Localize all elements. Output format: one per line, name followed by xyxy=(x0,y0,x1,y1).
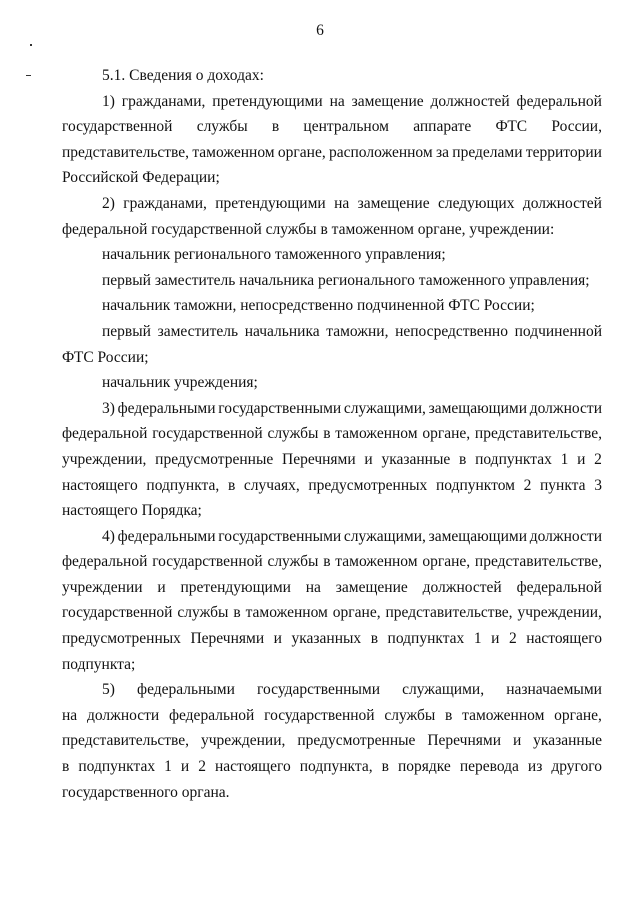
word: должности xyxy=(529,399,602,417)
word: из xyxy=(527,758,543,776)
word: федеральными xyxy=(137,681,235,699)
word: 1) xyxy=(102,92,115,110)
word: должностей xyxy=(422,578,502,596)
text-line xyxy=(62,703,602,729)
word: настоящего xyxy=(62,476,138,494)
word: службы xyxy=(384,706,436,724)
word: непосредственно xyxy=(395,322,508,340)
word: в xyxy=(233,604,241,622)
word: указанные xyxy=(533,732,602,750)
text-line xyxy=(62,626,602,652)
word: 4) xyxy=(102,527,115,545)
word: представительстве, xyxy=(62,143,190,161)
word: пункта xyxy=(540,476,586,494)
word: федеральными xyxy=(117,399,216,417)
text-line xyxy=(62,191,602,217)
word: расположенном xyxy=(329,143,433,161)
word: на xyxy=(305,578,321,596)
word: федеральной xyxy=(168,706,255,724)
word: замещение xyxy=(351,92,424,110)
word: государственными xyxy=(218,527,342,545)
word: государственной xyxy=(62,118,173,136)
word: подпункта, xyxy=(146,476,220,494)
word: аппарате xyxy=(413,118,472,136)
text-line xyxy=(62,319,602,345)
word: службы xyxy=(196,118,248,136)
text-line xyxy=(62,549,602,575)
word: государственными xyxy=(218,399,342,417)
word: федеральной xyxy=(516,92,602,110)
word: службы xyxy=(267,553,319,571)
word: указанные xyxy=(381,450,451,468)
word: 1 xyxy=(560,450,569,468)
list-item: начальник учреждения; xyxy=(102,374,258,392)
word: служащими, xyxy=(402,681,485,699)
word: 3 xyxy=(594,476,602,494)
word: настоящего xyxy=(526,630,602,648)
text-line xyxy=(62,140,602,166)
word: 2) xyxy=(102,194,115,212)
word: в xyxy=(271,118,280,136)
word: федеральной xyxy=(62,553,148,571)
word: указанных xyxy=(291,630,362,648)
word: в xyxy=(323,553,331,571)
word: и xyxy=(364,450,373,468)
word: предусмотренных xyxy=(62,630,181,648)
text-line xyxy=(62,396,602,422)
text-line xyxy=(62,575,602,601)
word: на xyxy=(62,706,78,724)
word: в xyxy=(370,630,379,648)
page-number: 6 xyxy=(316,22,324,39)
word: органе, xyxy=(277,143,326,161)
word: должностей xyxy=(522,194,602,212)
word: России, xyxy=(551,118,602,136)
word: 2 xyxy=(198,758,206,776)
word: подпунктах xyxy=(78,758,156,776)
word: и xyxy=(491,630,500,648)
word: замещение xyxy=(357,194,430,212)
word: замещающими xyxy=(428,527,528,545)
word: учреждении, xyxy=(62,450,147,468)
word: подпунктом xyxy=(435,476,515,494)
word: 2 xyxy=(523,476,532,494)
word: подпунктах xyxy=(387,630,465,648)
word: в xyxy=(459,450,467,468)
paragraph-5 xyxy=(62,677,602,805)
word: претендующими xyxy=(215,194,326,212)
word: Перечнями xyxy=(282,450,356,468)
word: первый xyxy=(102,322,151,340)
word: 5) xyxy=(102,681,115,699)
word: гражданами, xyxy=(121,92,206,110)
word: таможенном xyxy=(335,425,418,443)
list-item: начальник таможни, непосредственно подчиненной ФТС России; xyxy=(102,297,535,315)
word: органе, xyxy=(422,425,471,443)
word: в xyxy=(445,706,453,724)
word: назначаемыми xyxy=(506,681,602,699)
word: службы xyxy=(177,604,229,622)
word: 1 xyxy=(164,758,172,776)
word: службы xyxy=(267,425,319,443)
word: и xyxy=(577,450,586,468)
word: учреждении, xyxy=(517,604,602,622)
word: 2 xyxy=(594,450,602,468)
text-line: государственного органа. xyxy=(62,783,230,801)
word: 3) xyxy=(102,399,115,417)
text-line xyxy=(62,421,602,447)
word: следующих xyxy=(437,194,515,212)
text-line xyxy=(62,89,602,115)
section-heading: 5.1. Сведения о доходах: xyxy=(102,67,264,84)
word: предусмотренных xyxy=(308,476,428,494)
text-line: ФТС России; xyxy=(62,348,149,366)
word: федеральной xyxy=(516,578,602,596)
word: на xyxy=(329,92,345,110)
word: 2 xyxy=(508,630,517,648)
word: замещающими xyxy=(428,399,528,417)
word: должности xyxy=(529,527,602,545)
word: 1 xyxy=(473,630,482,648)
word: и xyxy=(157,578,166,596)
word: учреждении xyxy=(62,578,143,596)
word: претендующими xyxy=(180,578,291,596)
scan-dot-mark xyxy=(30,44,32,46)
word: органе, xyxy=(554,706,602,724)
word: предусмотренные xyxy=(155,450,274,468)
word: Перечнями xyxy=(190,630,265,648)
word: предусмотренные xyxy=(297,732,416,750)
word: таможенном xyxy=(462,706,545,724)
word: настоящего xyxy=(214,758,291,776)
text-line: федеральной государственной службы в таможенном органе, учреждении: xyxy=(62,220,555,238)
word: начальника xyxy=(244,322,320,340)
list-item xyxy=(62,319,602,370)
text-line xyxy=(62,754,602,780)
text-line: настоящего Порядка; xyxy=(62,502,202,520)
word: и xyxy=(273,630,282,648)
text-line: Российской Федерации; xyxy=(62,169,220,187)
word: таможенном xyxy=(245,604,328,622)
word: таможенном xyxy=(335,553,418,571)
word: за xyxy=(435,143,449,161)
word: таможенном xyxy=(192,143,275,161)
word: центральном xyxy=(303,118,389,136)
word: государственными xyxy=(257,681,380,699)
word: федеральными xyxy=(117,527,216,545)
text-line xyxy=(62,473,602,499)
paragraph-3 xyxy=(62,396,602,524)
word: другого xyxy=(551,758,602,776)
word: органе, xyxy=(332,604,381,622)
word: претендующими xyxy=(212,92,323,110)
word: должностей xyxy=(430,92,510,110)
word: подчиненной xyxy=(514,322,602,340)
list-item: первый заместитель начальника регионального таможенного управления; xyxy=(102,271,590,289)
word: в xyxy=(227,476,236,494)
word: в xyxy=(323,425,331,443)
word: замещение xyxy=(335,578,408,596)
scan-dash-mark xyxy=(26,75,31,76)
word: государственной xyxy=(62,604,173,622)
word: территории xyxy=(525,143,602,161)
word: служащими, xyxy=(343,527,426,545)
word: представительстве, xyxy=(474,553,602,571)
list-item: начальник регионального таможенного управления; xyxy=(102,246,446,264)
word: заместитель xyxy=(157,322,239,340)
word: гражданами, xyxy=(123,194,207,212)
text-line xyxy=(62,600,602,626)
text-line xyxy=(62,447,602,473)
paragraph-2 xyxy=(62,191,602,242)
word: должности xyxy=(86,706,160,724)
word: подпункта, xyxy=(299,758,373,776)
word: в xyxy=(62,758,70,776)
word: подпунктах xyxy=(475,450,552,468)
word: представительстве, xyxy=(62,732,190,750)
word: государственной xyxy=(264,706,375,724)
word: Перечнями xyxy=(427,732,501,750)
word: и xyxy=(180,758,190,776)
paragraph-1 xyxy=(62,89,602,191)
word: государственной xyxy=(152,553,263,571)
word: в xyxy=(381,758,389,776)
word: представительстве, xyxy=(385,604,513,622)
word: на xyxy=(334,194,350,212)
paragraph-4 xyxy=(62,524,602,678)
text-line xyxy=(62,728,602,754)
word: ФТС xyxy=(495,118,528,136)
word: порядке xyxy=(397,758,451,776)
word: служащими, xyxy=(343,399,426,417)
word: случаях, xyxy=(243,476,300,494)
word: таможни, xyxy=(326,322,389,340)
text-line: подпункта; xyxy=(62,655,136,673)
word: органе, xyxy=(422,553,471,571)
word: и xyxy=(512,732,522,750)
text-line xyxy=(62,524,602,550)
text-line xyxy=(62,677,602,703)
document-body xyxy=(62,63,602,805)
word: пределами xyxy=(452,143,523,161)
word: представительстве, xyxy=(474,425,602,443)
word: федеральной xyxy=(62,425,148,443)
word: государственной xyxy=(152,425,263,443)
word: учреждении, xyxy=(200,732,286,750)
word: перевода xyxy=(459,758,519,776)
text-line xyxy=(62,114,602,140)
